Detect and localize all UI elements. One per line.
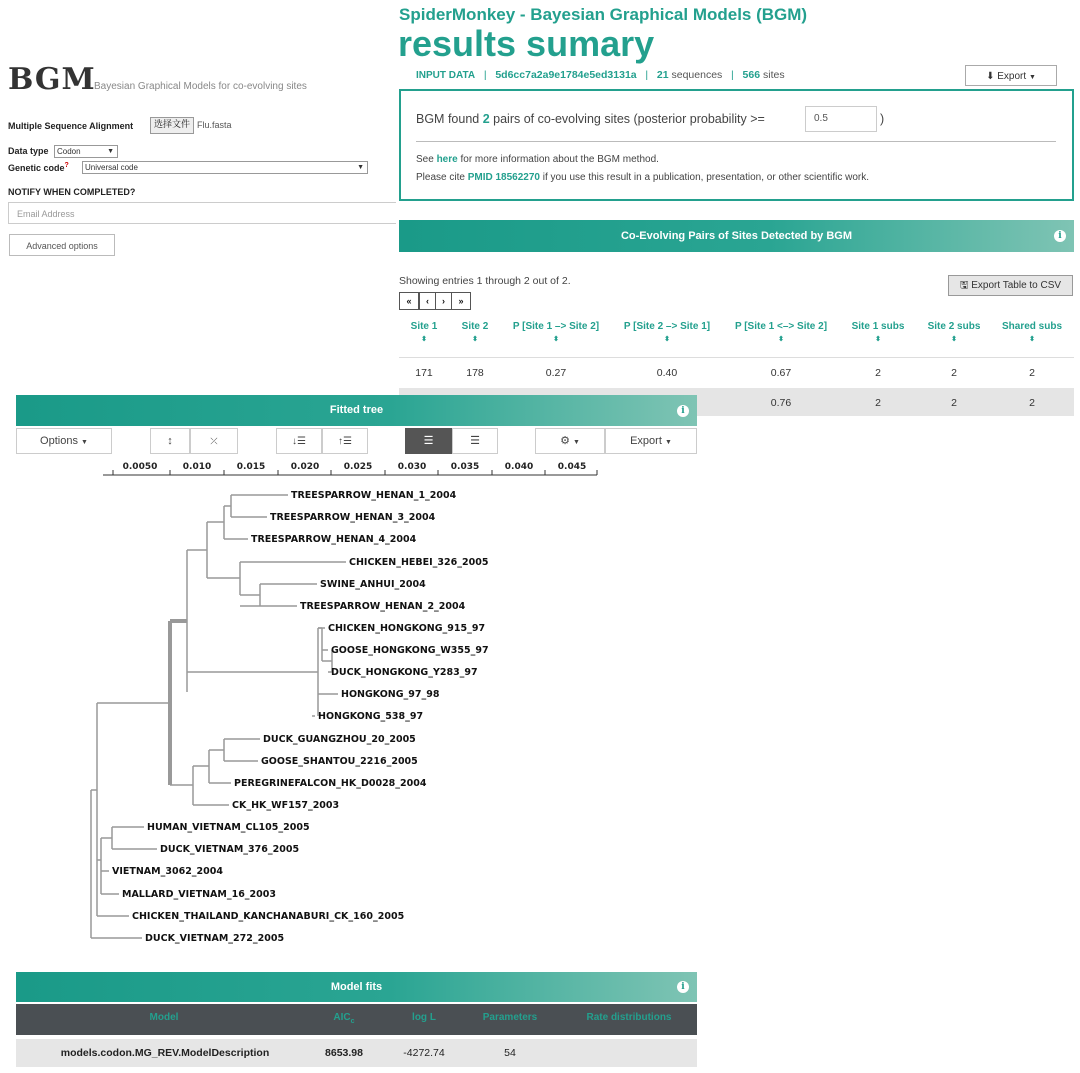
align-right-icon: ☰: [470, 435, 480, 447]
tree-leaf-label: DUCK_GUANGZHOU_20_2005: [263, 734, 416, 745]
cell: 2: [1029, 367, 1035, 379]
cell: 2: [875, 367, 881, 379]
tree-leaf-label: HONGKONG_97_98: [341, 689, 440, 700]
cell: 0.76: [770, 397, 792, 409]
cell: 0.40: [656, 367, 678, 379]
cell: 2: [1029, 397, 1035, 409]
align-left-icon: ☰: [423, 435, 434, 447]
compress-icon: ⤫: [210, 436, 218, 446]
cell: -4272.74: [403, 1047, 445, 1059]
sort-icon: ⬍: [951, 336, 957, 343]
axis-tick-label: 0.010: [182, 462, 212, 472]
cell: 2: [875, 397, 881, 409]
axis-tick-label: 0.040: [504, 462, 534, 472]
info-icon[interactable]: i: [677, 981, 689, 993]
choose-file-button[interactable]: 选择文件: [150, 117, 194, 134]
caret-down-icon: ▼: [81, 439, 88, 446]
tree-leaf-label: DUCK_VIETNAM_272_2005: [145, 933, 285, 944]
tree-axis: [103, 462, 597, 475]
notify-label: NOTIFY WHEN COMPLETED?: [8, 187, 136, 197]
tree-options-button[interactable]: Options ▼: [16, 428, 112, 454]
file-name: Flu.fasta: [197, 120, 232, 130]
cite-line: Please cite PMID 18562270 if you use this result in a publication, presentation, or other scientific work.: [416, 172, 870, 183]
chevron-down-icon: ▼: [357, 164, 364, 171]
col-site2-subs[interactable]: Site 2 subs ⬍: [918, 321, 990, 343]
tree-leaf-label: CK_HK_WF157_2003: [232, 800, 340, 811]
input-data-row: INPUT DATA | 5d6cc7a2a9e1784e5ed3131a | 21 sequences | 566 sites: [416, 69, 785, 81]
axis-tick-label: 0.025: [343, 462, 373, 472]
cell: 171: [415, 367, 433, 379]
genetic-code-value: Universal code: [85, 163, 138, 172]
input-hash: 5d6cc7a2a9e1784e5ed3131a: [495, 69, 637, 81]
axis-tick-label: 0.020: [290, 462, 320, 472]
msa-label: Multiple Sequence Alignment: [8, 121, 134, 131]
col-site1-subs[interactable]: Site 1 subs ⬍: [842, 321, 914, 343]
axis-tick-label: 0.030: [397, 462, 427, 472]
cell: 2: [951, 367, 957, 379]
cell: models.codon.MG_REV.ModelDescription: [60, 1047, 270, 1059]
probability-threshold-input[interactable]: 0.5: [805, 106, 877, 132]
first-page-button[interactable]: «: [399, 292, 419, 310]
col-site2[interactable]: Site 2 ⬍: [454, 321, 496, 343]
sort-icon: ⬍: [664, 336, 670, 343]
email-input[interactable]: Email Address: [8, 202, 396, 224]
tree-leaf-label: PEREGRINEFALCON_HK_D0028_2004: [234, 778, 427, 789]
export-csv-button[interactable]: 🖫 Export Table to CSV: [948, 275, 1073, 296]
sort-icon: ⬍: [421, 336, 427, 343]
tree-leaf-label: TREESPARROW_HENAN_1_2004: [291, 490, 457, 501]
save-icon: 🖫: [959, 280, 969, 291]
page-title: results sumary: [398, 23, 655, 64]
cell: 0.27: [545, 367, 567, 379]
model-fits-header: Model fits i: [16, 972, 697, 1002]
app-title: SpiderMonkey - Bayesian Graphical Models (BGM): [399, 5, 808, 24]
sort-ascending-icon: ↓☰: [292, 436, 306, 447]
tree-leaf-label: DUCK_HONGKONG_Y283_97: [331, 667, 478, 678]
fitted-tree-header: Fitted tree i: [16, 395, 697, 426]
col-p-2-1[interactable]: P [Site 2 –> Site 1] ⬍: [613, 321, 721, 343]
last-page-button[interactable]: »: [451, 292, 471, 310]
advanced-options-button[interactable]: Advanced options: [9, 234, 115, 256]
sort-icon: ⬍: [778, 336, 784, 343]
data-type-label: Data type: [8, 146, 49, 156]
cell: 178: [466, 367, 484, 379]
tree-leaf-label: GOOSE_HONGKONG_W355_97: [331, 645, 489, 656]
col-shared-subs[interactable]: Shared subs ⬍: [994, 321, 1070, 343]
axis-tick-label: 0.015: [236, 462, 266, 472]
tree-leaf-label: MALLARD_VIETNAM_16_2003: [122, 889, 276, 900]
cell: 2: [951, 397, 957, 409]
col-p-both[interactable]: P [Site 1 <–> Site 2] ⬍: [725, 321, 837, 343]
entries-count: Showing entries 1 through 2 out of 2.: [399, 275, 571, 287]
help-icon: ?: [64, 162, 69, 169]
sort-icon: ⬍: [875, 336, 881, 343]
cell: 8653.98: [325, 1047, 363, 1059]
tree-leaf-label: HUMAN_VIETNAM_CL105_2005: [147, 822, 310, 833]
tree-leaf-label: HONGKONG_538_97: [318, 711, 424, 722]
col-aic[interactable]: $AIC_c$: [333, 1012, 355, 1025]
export-dropdown-button[interactable]: ⬇ Export ▼: [965, 65, 1057, 86]
col-p-1-2[interactable]: P [Site 1 –> Site 2] ⬍: [503, 321, 609, 343]
caret-down-icon: ▼: [1028, 74, 1036, 81]
col-logl[interactable]: log L: [412, 1012, 436, 1023]
sort-icon: ⬍: [472, 336, 478, 343]
gear-icon: ⚙: [560, 435, 570, 447]
expand-vertical-icon: ↕: [167, 435, 173, 447]
here-link[interactable]: here: [436, 154, 458, 165]
col-site1[interactable]: Site 1 ⬍: [402, 321, 446, 343]
tree-leaf-label: TREESPARROW_HENAN_2_2004: [300, 601, 466, 612]
sort-icon: ⬍: [553, 336, 559, 343]
found-sentence: BGM found 2 pairs of co-evolving sites (posterior probability >=: [416, 112, 765, 126]
tree-export-button[interactable]: Export ▼: [605, 428, 697, 454]
cell: 54: [504, 1047, 516, 1059]
app-subtitle: Bayesian Graphical Models for co-evolving sites: [94, 81, 307, 92]
chevron-down-icon: ▼: [107, 148, 114, 155]
pairs-table-header: Co-Evolving Pairs of Sites Detected by BGM i: [399, 220, 1074, 252]
col-model[interactable]: Model: [149, 1012, 179, 1023]
next-page-button[interactable]: ›: [435, 292, 452, 310]
cell: 0.67: [770, 367, 792, 379]
download-icon: ⬇: [986, 71, 995, 82]
app-logo: BGM: [8, 62, 96, 97]
tree-leaf-label: GOOSE_SHANTOU_2216_2005: [261, 756, 418, 767]
col-parameters[interactable]: Parameters: [482, 1012, 538, 1023]
sort-descending-icon: ↑☰: [338, 436, 352, 447]
genetic-code-label: Genetic code?: [8, 162, 69, 173]
col-rate-distributions[interactable]: Rate distributions: [586, 1012, 672, 1023]
data-type-value: Codon: [57, 147, 81, 156]
info-icon[interactable]: i: [1054, 230, 1066, 242]
axis-tick-label: 0.0050: [122, 462, 158, 472]
pmid-link[interactable]: PMID 18562270: [467, 172, 540, 183]
tree-leaf-label: CHICKEN_THAILAND_KANCHANABURI_CK_160_2005: [132, 911, 405, 922]
tree-leaf-label: VIETNAM_3062_2004: [112, 866, 223, 877]
sort-icon: ⬍: [1029, 336, 1035, 343]
tree-leaf-label: DUCK_VIETNAM_376_2005: [160, 844, 300, 855]
axis-tick-label: 0.045: [557, 462, 587, 472]
tree-leaf-label: CHICKEN_HONGKONG_915_97: [328, 623, 486, 634]
tree-leaf-label: CHICKEN_HEBEI_326_2005: [349, 557, 489, 568]
tree-leaf-label: TREESPARROW_HENAN_4_2004: [251, 534, 417, 545]
info-icon[interactable]: i: [677, 405, 689, 417]
tree-leaf-label: SWINE_ANHUI_2004: [320, 579, 426, 590]
info-line: See here for more information about the BGM method.: [416, 154, 659, 165]
prev-page-button[interactable]: ‹: [419, 292, 436, 310]
caret-down-icon: ▼: [573, 439, 580, 446]
axis-tick-label: 0.035: [450, 462, 480, 472]
caret-down-icon: ▼: [664, 439, 672, 446]
tree-leaf-label: TREESPARROW_HENAN_3_2004: [270, 512, 436, 523]
